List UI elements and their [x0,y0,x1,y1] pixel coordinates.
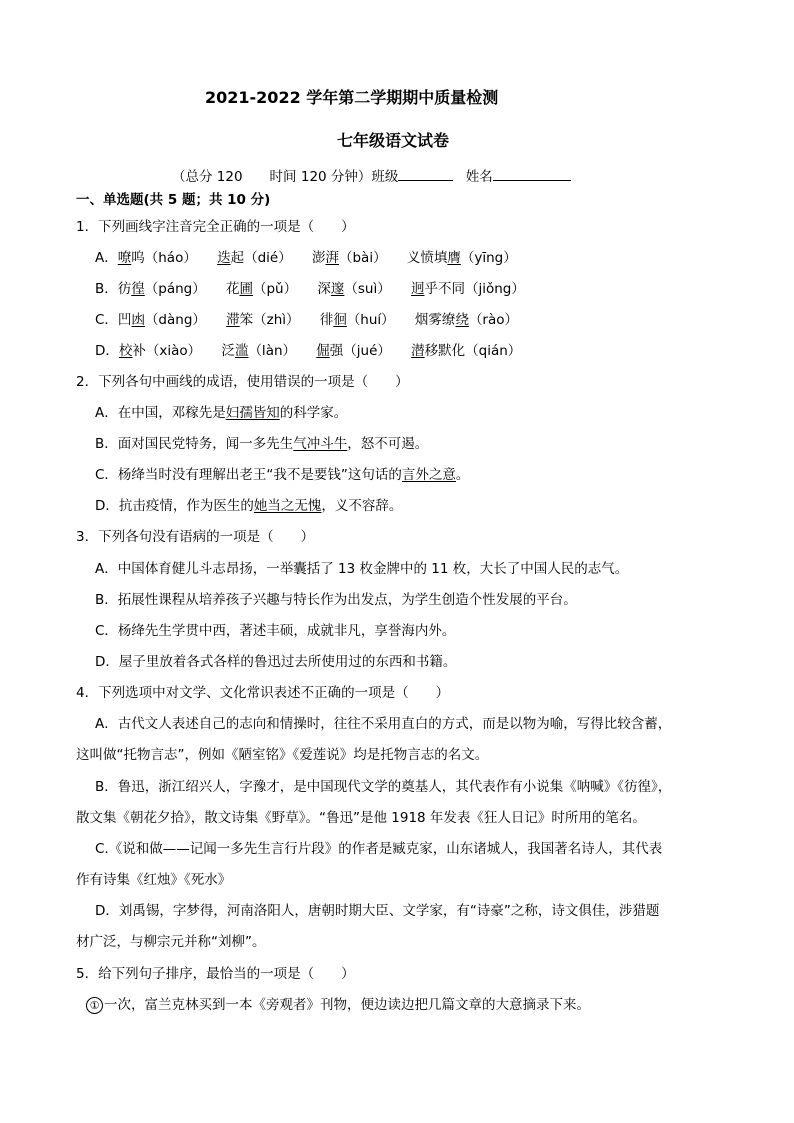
underlined-text: 倔 [316,343,330,359]
question-3-option-b[interactable]: B．拓展性课程从培养孩子兴趣与特长作为出发点，为学生创造个性发展的平台。 [95,592,577,608]
question-1-option-b[interactable] [95,280,525,298]
underlined-text: 潜 [411,343,425,359]
question-1-option-d[interactable] [95,342,521,360]
underlined-text: 圃 [239,281,253,297]
question-4-option-d-line1[interactable]: D．刘禹锡，字梦得，河南洛阳人，唐朝时期大臣、文学家，有“诗豪”之称，诗文俱佳，涉猎题 [95,903,660,919]
option-text: 呜（háo） [131,250,218,266]
question-1-option-c[interactable] [95,311,518,329]
option-text: ，义不容辞。 [321,498,403,514]
underlined-text: 邃 [330,281,345,297]
option-text: 补（xiào） 泛 [132,343,235,359]
underlined-text: 迭 [217,250,231,266]
option-text: B．彷 [95,281,132,297]
underlined-text: 膺 [447,250,461,266]
name-label: 姓名 [465,169,493,185]
underlined-text: 妇孺皆知 [225,405,280,421]
question-3-stem: 3．下列各句没有语病的一项是（ ） [76,529,315,545]
question-4-option-d-line2: 材广泛，与柳宗元并称“刘柳”。 [76,934,266,950]
question-3-option-a[interactable]: A．中国体育健儿斗志昂扬，一举囊括了 13 枚金牌中的 11 枚，大长了中国人民的志气。 [95,561,629,577]
question-4-option-b-line2: 散文集《朝花夕拾》，散文诗集《野草》。“鲁迅”是他 1918 年发表《狂人日记》时所用的笔名。 [76,810,646,826]
question-3-option-d[interactable]: D．屋子里放着各式各样的鲁迅过去所使用过的东西和书籍。 [95,654,457,670]
question-5-sentence-1 [86,996,590,1014]
option-text: 强（jué） [329,343,412,359]
underlined-text: 迥 [410,281,425,297]
underlined-text: 绕 [455,312,469,328]
option-text: （huí） 烟雾缭 [346,312,456,328]
question-2-option-d[interactable] [95,497,402,515]
question-1-stem: 1．下列画线字注音完全正确的一项是（ ） [76,219,355,235]
underlined-text: 湃 [325,250,339,266]
underlined-text: 嘹 [117,250,132,266]
option-text: （dàng） [144,312,227,328]
option-text: 。 [455,467,470,483]
underlined-text: 滥 [234,343,249,359]
option-text: 的科学家。 [279,405,348,421]
option-text: D． [95,343,119,359]
option-text: 乎不同（jiǒng） [424,281,525,297]
class-blank[interactable] [398,166,453,181]
underlined-text: 校 [118,343,133,359]
question-2-option-a[interactable] [95,404,347,422]
sentence-1-text: 一次，富兰克林买到一本《旁观者》刊物，便边读边把几篇文章的大意摘录下来。 [104,997,590,1013]
name-blank[interactable] [493,166,571,181]
option-text: C．杨绛当时没有理解出老王“我不是要钱”这句话的 [95,467,402,483]
underlined-text: 气冲斗牛 [293,436,348,452]
question-5-stem: 5．给下列句子排序，最恰当的一项是（ ） [76,966,355,982]
question-1-option-a[interactable] [95,249,517,267]
option-text: （páng） 花 [144,281,240,297]
exam-subtitle: 七年级语文试卷 [337,131,450,150]
question-4-option-a-line1[interactable]: A．古代文人表述自己的志向和情操时，往往不采用直白的方式，而是以物为喻，写得比较含蓄， [95,716,672,732]
underlined-text: 她当之无愧 [253,498,322,514]
option-text: A． [95,250,118,266]
question-2-option-c[interactable] [95,466,469,484]
exam-info-text: （总分 120 时间 120 分钟）班级 [172,169,399,185]
option-text: （pǔ） 深 [252,281,331,297]
option-text: （suì） [344,281,411,297]
underlined-text: 凼 [131,312,145,328]
question-4-option-b-line1[interactable]: B．鲁迅，浙江绍兴人，字豫才，是中国现代文学的奠基人，其代表作有小说集《呐喊》《彷徨》， [95,779,672,795]
underlined-text: 徨 [131,281,145,297]
option-text: （yīng） [460,250,517,266]
option-text: 移默化（qián） [424,343,522,359]
question-2-option-b[interactable] [95,435,428,453]
option-text: D．抗击疫情，作为医生的 [95,498,254,514]
section-heading: 一、单选题(共 5 题；共 10 分) [76,192,271,208]
question-2-stem: 2．下列各句中画线的成语，使用错误的一项是（ ） [76,374,409,390]
option-text: ，怒不可遏。 [347,436,429,452]
question-4-option-c-line2: 作有诗集《红烛》《死水》 [76,872,232,888]
option-text: （làn） [248,343,317,359]
option-text: A．在中国，邓稼先是 [95,405,226,421]
option-text: 笨（zhì） 徘 [239,312,334,328]
option-text: （rào） [468,312,519,328]
sentence-number-badge: ① [86,997,103,1014]
question-3-option-c[interactable]: C．杨绛先生学贯中西，著述丰硕，成就非凡，享誉海内外。 [95,623,456,639]
exam-info [172,166,571,186]
question-4-stem: 4．下列选项中对文学、文化常识表述不正确的一项是（ ） [76,685,450,701]
underlined-text: 滞 [226,312,240,328]
question-4-option-c-line1[interactable]: C.《说和做——记闻一多先生言行片段》的作者是臧克家，山东诸城人，我国著名诗人，其代表 [95,841,663,857]
underlined-text: 徊 [333,312,347,328]
question-4-option-a-line2: 这叫做“托物言志”，例如《陋室铭》《爱莲说》均是托物言志的名文。 [76,747,489,763]
exam-title: 2021-2022 学年第二学期期中质量检测 [205,88,499,107]
option-text: B．面对国民党特务，闻一多先生 [95,436,294,452]
underlined-text: 言外之意 [401,467,456,483]
option-text: C．凹 [95,312,132,328]
option-text: 起（dié） 澎 [230,250,326,266]
option-text: （bài） 义愤填 [338,250,448,266]
